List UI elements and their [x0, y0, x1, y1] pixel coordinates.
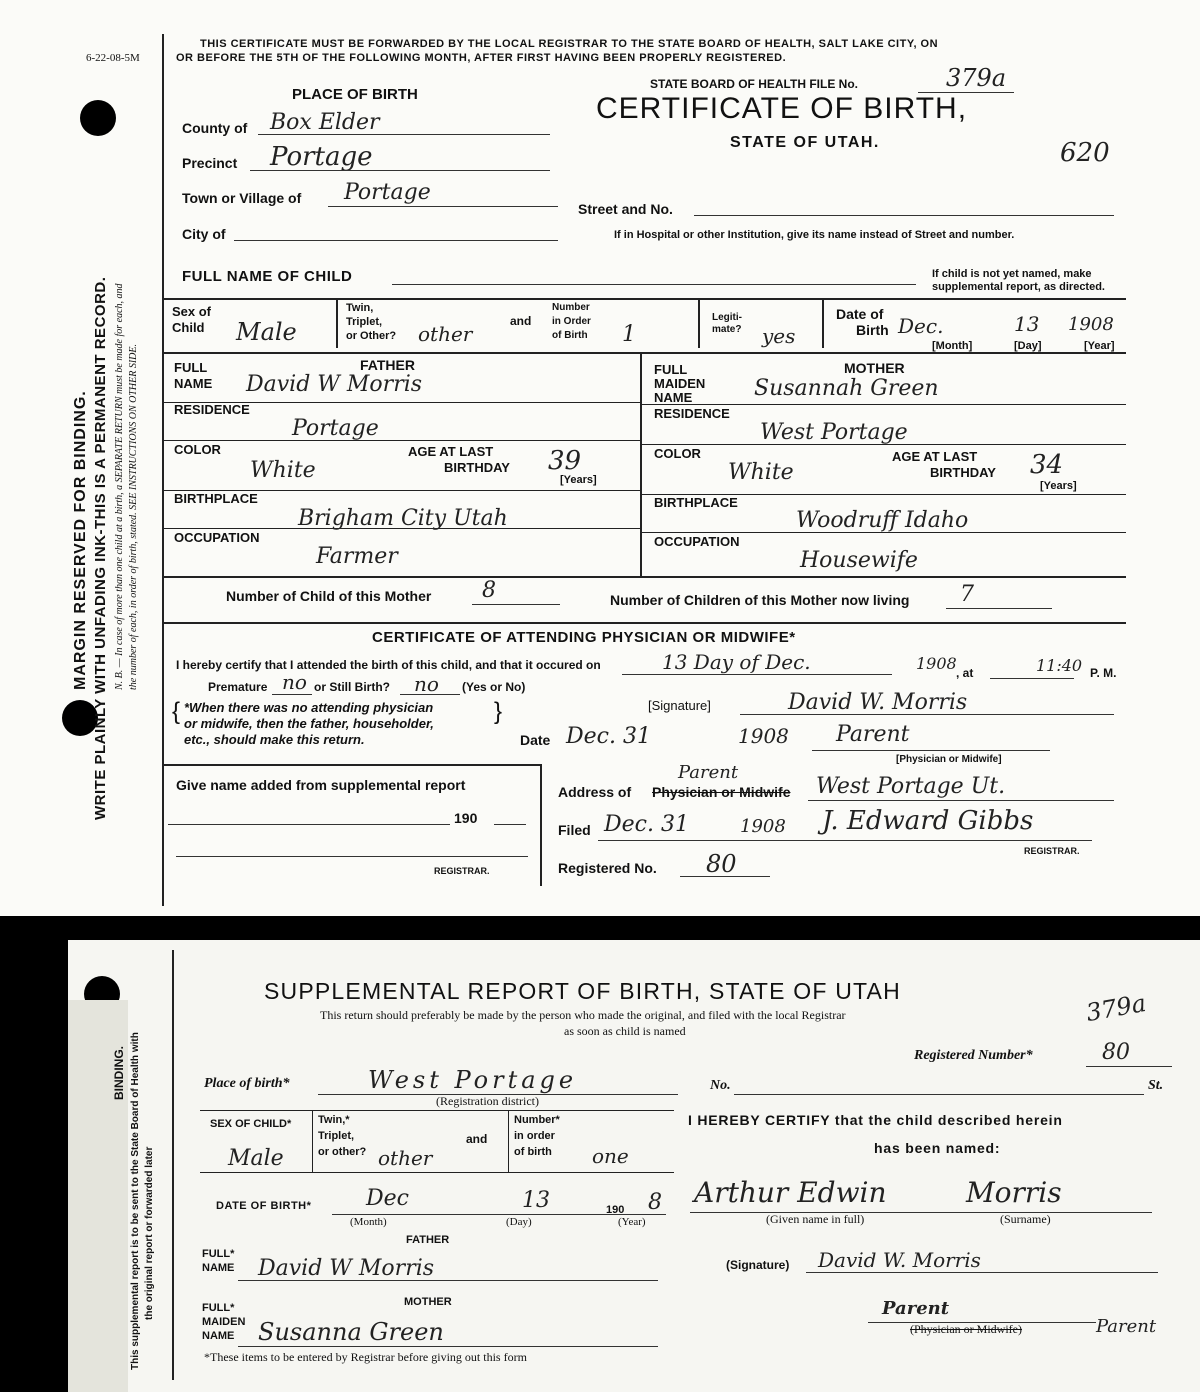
- dob-year: 1908: [1068, 314, 1114, 335]
- registered-number-value: 80: [1102, 1040, 1130, 1065]
- filed-registrar: J. Edward Gibbs: [822, 806, 1034, 836]
- mother-name-label: NAME: [202, 1330, 235, 1342]
- dob-label: Date of: [836, 306, 884, 322]
- year-label: (Year): [618, 1216, 646, 1228]
- twin-label-3: or Other?: [346, 330, 397, 342]
- place-of-birth-heading: PLACE OF BIRTH: [292, 86, 418, 103]
- margin-note-2: the number of each, in order of birth, stated. SEE INSTRUCTIONS ON OTHER SIDE.: [128, 343, 139, 690]
- dob-year-suffix: 8: [648, 1190, 662, 1215]
- supplemental-year: 190: [454, 810, 478, 826]
- day-label: [Day]: [1014, 340, 1042, 352]
- twin-label-3: or other?: [318, 1146, 367, 1158]
- father-occupation: Farmer: [316, 544, 398, 569]
- address-struck-label: Physician or Midwife: [652, 784, 791, 800]
- mother-color: White: [728, 460, 794, 485]
- mother-maiden-label: MAIDEN: [202, 1316, 246, 1328]
- legit-label: Legiti-: [712, 312, 742, 323]
- sex-value: Male: [236, 318, 297, 346]
- father-residence-label: RESIDENCE: [174, 402, 250, 417]
- hospital-note: If in Hospital or other Institution, give its name instead of Street and number.: [614, 229, 1015, 241]
- mother-heading: MOTHER: [404, 1296, 452, 1308]
- living-value: 7: [960, 582, 974, 607]
- mother-age-label: AGE AT LAST: [892, 449, 978, 464]
- certify-text: I hereby certify that I attended the birth of this child, and that it occured on: [176, 658, 601, 672]
- physician-or-midwife-label: [Physician or Midwife]: [896, 754, 1002, 765]
- date-year: 1908: [738, 724, 789, 748]
- mother-birthplace: Woodruff Idaho: [796, 508, 969, 533]
- father-name-label: NAME: [174, 376, 213, 391]
- child-number-value: 8: [482, 578, 496, 603]
- legit-value: yes: [762, 324, 796, 348]
- margin-note-number: 620: [1060, 138, 1110, 168]
- year-label: [Year]: [1084, 340, 1115, 352]
- role-value: Parent: [836, 722, 910, 747]
- legit-label-2: mate?: [712, 324, 742, 335]
- supplemental-file-no: 379a: [1084, 988, 1149, 1028]
- mother-age-label-2: BIRTHDAY: [930, 465, 996, 480]
- county-value: Box Elder: [270, 110, 380, 135]
- twin-label: Twin,: [346, 302, 374, 314]
- registrar-label-2: REGISTRAR.: [1024, 846, 1080, 856]
- father-full-label: FULL: [174, 360, 208, 375]
- margin-binding: BINDING.: [112, 1046, 126, 1100]
- father-years-label: [Years]: [560, 474, 597, 486]
- signature-value: David W. Morris: [788, 690, 968, 715]
- dob-day: 13: [522, 1188, 550, 1213]
- mother-residence-label: RESIDENCE: [654, 406, 730, 421]
- precinct-label: Precinct: [182, 155, 238, 171]
- order-label-2: in order: [514, 1130, 555, 1142]
- mother-age: 34: [1030, 450, 1064, 480]
- brace-left: {: [172, 698, 181, 725]
- mother-occupation: Housewife: [800, 548, 918, 573]
- sex-label-2: Child: [172, 320, 205, 335]
- signature-value: David W. Morris: [818, 1248, 981, 1272]
- father-heading: FATHER: [406, 1234, 450, 1246]
- registration-district-label: (Registration district): [436, 1094, 539, 1108]
- place-of-birth-value: West Portage: [368, 1066, 578, 1094]
- when-note-1: *When there was no attending physician: [184, 700, 434, 715]
- certificate-subtitle: STATE OF UTAH.: [730, 134, 880, 151]
- child-number-label: Number of Child of this Mother: [226, 588, 432, 604]
- dob-label-2: Birth: [856, 322, 889, 338]
- mother-name: Susannah Green: [754, 376, 939, 401]
- signature-label: [Signature]: [648, 698, 711, 713]
- father-age-label: AGE AT LAST: [408, 444, 494, 459]
- given-name: Arthur Edwin: [694, 1176, 887, 1209]
- county-label: County of: [182, 120, 248, 136]
- signature-label: (Signature): [726, 1258, 790, 1272]
- address-value: West Portage Ut.: [816, 774, 1006, 799]
- certify-time: 11:40: [1036, 656, 1083, 675]
- address-label: Address of: [558, 784, 632, 800]
- mother-color-label: COLOR: [654, 446, 701, 461]
- surname-label: (Surname): [1000, 1212, 1051, 1226]
- twin-label-2: Triplet,: [346, 316, 383, 328]
- footnote: *These items to be entered by Registrar before giving out this form: [204, 1350, 527, 1364]
- date-value: Dec. 31: [566, 724, 651, 749]
- sex-label: SEX OF CHILD*: [210, 1118, 292, 1130]
- father-age: 39: [548, 446, 582, 476]
- mother-maiden-label: MAIDEN: [654, 376, 706, 391]
- month-label: [Month]: [932, 340, 973, 352]
- father-name: David W Morris: [258, 1256, 435, 1281]
- order-label: Number: [552, 302, 590, 313]
- filed-value: Dec. 31: [604, 812, 689, 837]
- father-color: White: [250, 458, 316, 483]
- certify-date: 13 Day of Dec.: [662, 650, 811, 674]
- dob-day: 13: [1014, 312, 1040, 336]
- certify-line-1: I HEREBY CERTIFY that the child described herein: [688, 1112, 1063, 1128]
- st-label: St.: [1148, 1078, 1164, 1093]
- order-value: 1: [622, 322, 636, 347]
- certify-year: 1908: [916, 654, 957, 673]
- father-full-label: FULL*: [202, 1248, 235, 1260]
- mother-full-label: FULL: [654, 362, 688, 377]
- father-birthplace: Brigham City Utah: [298, 506, 508, 531]
- margin-binding-text: MARGIN RESERVED FOR BINDING.: [72, 390, 89, 690]
- father-name: David W Morris: [246, 372, 423, 397]
- margin-text-1: This supplemental report is to be sent to the State Board of Health with: [130, 1032, 141, 1370]
- supplemental-title: SUPPLEMENTAL REPORT OF BIRTH, STATE OF UTAH: [264, 978, 901, 1004]
- city-label: City of: [182, 226, 226, 242]
- header-line-2: OR BEFORE THE 5TH OF THE FOLLOWING MONTH, AFTER FIRST HAVING BEEN PROPERLY REGISTERED.: [176, 52, 787, 64]
- day-label: (Day): [506, 1216, 532, 1228]
- left-rule: [172, 950, 174, 1380]
- street-label: Street and No.: [578, 201, 673, 217]
- supplemental-subtitle-2: as soon as child is named: [564, 1024, 686, 1038]
- town-label: Town or Village of: [182, 190, 302, 206]
- registered-value: 80: [706, 850, 737, 878]
- not-named-note-2: supplemental report, as directed.: [932, 281, 1105, 293]
- mother-birthplace-label: BIRTHPLACE: [654, 495, 738, 510]
- twin-value: other: [418, 322, 473, 346]
- order-value: one: [592, 1144, 629, 1168]
- and-label: and: [466, 1132, 488, 1146]
- not-named-note-1: If child is not yet named, make: [932, 268, 1092, 280]
- sex-label: Sex of: [172, 304, 212, 319]
- form-code: 6-22-08-5M: [86, 52, 140, 64]
- mother-name-label: NAME: [654, 390, 693, 405]
- twin-label-2: Triplet,: [318, 1130, 355, 1142]
- supplemental-report-sheet: [68, 940, 1200, 1392]
- full-name-label: FULL NAME OF CHILD: [182, 268, 353, 285]
- registered-label: Registered No.: [558, 860, 657, 876]
- margin-ink-text: WRITE PLAINLY WITH UNFADING INK-THIS IS A PERMANENT RECORD.: [92, 276, 109, 820]
- month-label: (Month): [350, 1216, 387, 1228]
- twin-value: other: [378, 1146, 433, 1170]
- premature-value: no: [282, 670, 307, 694]
- mother-full-label: FULL*: [202, 1302, 235, 1314]
- yesno-label: (Yes or No): [462, 680, 526, 694]
- dob-year-prefix: 190: [606, 1204, 625, 1216]
- certify-line-2: has been named:: [874, 1140, 1001, 1156]
- father-occupation-label: OCCUPATION: [174, 530, 260, 545]
- father-residence: Portage: [292, 416, 379, 441]
- order-label-3: of Birth: [552, 330, 588, 341]
- role-label: (Physician or Midwife): [910, 1322, 1022, 1336]
- registered-number-label: Registered Number*: [914, 1048, 1033, 1063]
- father-birthplace-label: BIRTHPLACE: [174, 491, 258, 506]
- given-name-label: (Given name in full): [766, 1212, 865, 1226]
- precinct-value: Portage: [270, 142, 373, 172]
- mother-name: Susanna Green: [258, 1318, 444, 1346]
- living-label: Number of Children of this Mother now living: [610, 592, 910, 608]
- margin-note-1: N. B. — In case of more than one child at a birth, a SEPARATE RETURN must be made for each, and: [114, 283, 125, 690]
- order-label: Number*: [514, 1114, 560, 1126]
- sex-value: Male: [228, 1146, 284, 1171]
- mother-years-label: [Years]: [1040, 480, 1077, 492]
- dob-month: Dec: [366, 1186, 409, 1211]
- mother-residence: West Portage: [760, 420, 908, 445]
- premature-label: Premature: [208, 680, 268, 694]
- header-line-1: THIS CERTIFICATE MUST BE FORWARDED BY THE LOCAL REGISTRAR TO THE STATE BOARD OF HEALTH, SALT LAKE CITY, ON: [200, 38, 939, 50]
- mother-occupation-label: OCCUPATION: [654, 534, 740, 549]
- twin-label: Twin,*: [318, 1114, 350, 1126]
- margin-text-2: the original report or forwarded later: [144, 1146, 155, 1320]
- at-label: , at: [956, 666, 974, 680]
- town-value: Portage: [344, 180, 431, 205]
- binder-hole: [80, 100, 116, 136]
- brace-right: }: [494, 698, 503, 725]
- file-no-value: 379a: [946, 64, 1007, 92]
- and-label: and: [510, 314, 532, 328]
- physician-heading: CERTIFICATE OF ATTENDING PHYSICIAN OR MIDWIFE*: [372, 629, 796, 646]
- father-name-label: NAME: [202, 1262, 235, 1274]
- address-role: Parent: [678, 762, 739, 783]
- surname: Morris: [966, 1176, 1062, 1209]
- father-age-label-2: BIRTHDAY: [444, 460, 510, 475]
- date-label: Date: [520, 732, 551, 748]
- father-color-label: COLOR: [174, 442, 221, 457]
- registrar-label: REGISTRAR.: [434, 866, 490, 876]
- order-label-2: in Order: [552, 316, 591, 327]
- stillbirth-label: or Still Birth?: [314, 680, 390, 694]
- order-label-3: of birth: [514, 1146, 552, 1158]
- mother-heading: MOTHER: [844, 360, 905, 376]
- no-label: No.: [710, 1078, 731, 1093]
- filed-year: 1908: [740, 816, 786, 837]
- supplemental-name-label: Give name added from supplemental report: [176, 777, 466, 793]
- when-note-3: etc., should make this return.: [184, 732, 365, 747]
- file-no-label: STATE BOARD OF HEALTH FILE No.: [650, 77, 858, 91]
- stillbirth-value: no: [414, 672, 439, 696]
- role-extra: Parent: [1096, 1316, 1157, 1337]
- dob-month: Dec.: [898, 314, 944, 338]
- pm-suffix: P. M.: [1090, 666, 1117, 680]
- certificate-title: CERTIFICATE OF BIRTH,: [596, 92, 968, 125]
- role-value: Parent: [882, 1298, 950, 1319]
- filed-label: Filed: [558, 822, 591, 838]
- when-note-2: or midwife, then the father, householder,: [184, 716, 434, 731]
- dob-label: DATE OF BIRTH*: [216, 1200, 312, 1212]
- father-heading: FATHER: [360, 357, 415, 373]
- supplemental-subtitle-1: This return should preferably be made by the person who made the original, and filed with the local Registrar: [320, 1008, 846, 1022]
- place-of-birth-label: Place of birth*: [204, 1076, 290, 1091]
